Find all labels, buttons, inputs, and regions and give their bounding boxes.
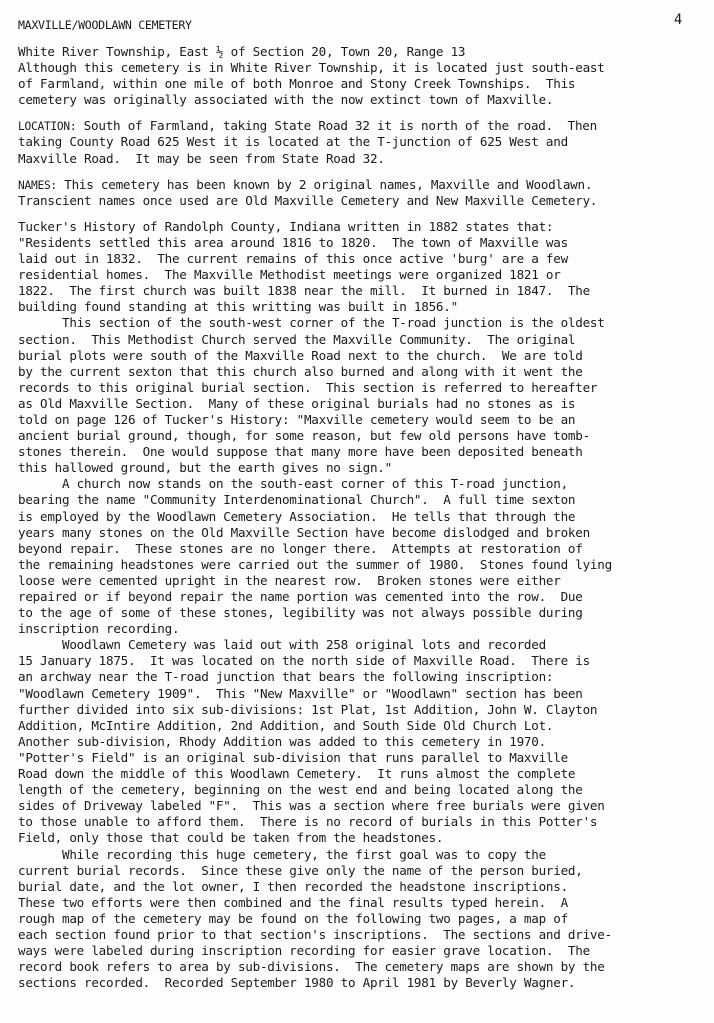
body-line: Field, only those that could be taken from the headstones. (18, 830, 444, 846)
intro-line: of Farmland, within one mile of both Monroe and Stony Creek Townships. This (18, 76, 576, 92)
intro-paragraph (18, 44, 708, 108)
body-line: told on page 126 of Tucker's History: "Maxville cemetery would seem to be an (18, 411, 576, 427)
body-line: beyond repair. These stones are no longer there. Attempts at restoration of (18, 540, 583, 556)
body-line: to those unable to afford them. There is no record of burials in this Potter's (18, 814, 598, 830)
body-line: While recording this huge cemetery, the first goal was to copy the (18, 846, 546, 862)
names-text: This cemetery has been known by 2 original names, Maxville and Woodlawn. (56, 176, 593, 192)
page-title: MAXVILLE/WOODLAWN CEMETERY (18, 18, 192, 32)
body-line: inscription recording. (18, 621, 180, 637)
body-line: Tucker's History of Randolph County, Indiana written in 1882 states that: (18, 218, 554, 234)
body-line: an archway near the T-road junction that bears the following inscription: (18, 669, 554, 685)
body-line: burial plots were south of the Maxville Road next to the church. We are told (18, 347, 583, 363)
body-line: sides of Driveway labeled "F". This was a section where free burials were given (18, 798, 605, 814)
body-line: years many stones on the Old Maxville Section have become dislodged and broken (18, 524, 590, 540)
body-line: section. This Methodist Church served the Maxville Community. The original (18, 331, 576, 347)
body-line: A church now stands on the south-east corner of this T-road junction, (18, 476, 568, 492)
body-line: this hallowed ground, but the earth gives no sign." (18, 460, 392, 476)
location-line: Maxville Road. It may be seen from State Road 32. (18, 150, 385, 166)
location-line (18, 118, 708, 134)
intro-line: Although this cemetery is in White River Township, it is located just south-east (18, 60, 605, 76)
body-line: current burial records. Since these give only the name of the person buried, (18, 862, 583, 878)
body-line: is employed by the Woodlawn Cemetery Association. He tells that through the (18, 508, 576, 524)
body-line: laid out in 1832. The current remains of this once active 'burg' are a few (18, 251, 568, 267)
body-line: sections recorded. Recorded September 1980 to April 1981 by Beverly Wagner. (18, 975, 576, 991)
body-line: Woodlawn Cemetery was laid out with 258 original lots and recorded (18, 637, 546, 653)
body-line: Road down the middle of this Woodlawn Cemetery. It runs almost the complete (18, 766, 576, 782)
body-line: Addition, McIntire Addition, 2nd Addition, and South Side Old Church Lot. (18, 717, 554, 733)
body-line: the remaining headstones were carried out the summer of 1980. Stones found lying (18, 556, 612, 572)
body-line: These two efforts were then combined and the final results typed herein. A (18, 894, 568, 910)
body-line: 1822. The first church was built 1838 near the mill. It burned in 1847. The (18, 283, 590, 299)
names-paragraph (18, 177, 708, 209)
body-line: "Potter's Field" is an original sub-division that runs parallel to Maxville (18, 749, 568, 765)
body-line: ancient burial ground, though, for some reason, but few old persons have tomb- (18, 428, 590, 444)
body-line: building found standing at this writting was built in 1856." (18, 299, 458, 315)
names-line (18, 177, 708, 193)
intro-line: White River Township, East ½ of Section 20, Town 20, Range 13 (18, 44, 466, 59)
location-text: South of Farmland, taking State Road 32 it is north of the road. Then (76, 118, 597, 134)
body-line: 15 January 1875. It was located on the north side of Maxville Road. There is (18, 653, 590, 669)
page-number: 4 (673, 12, 682, 28)
body-line: residential homes. The Maxville Methodist meetings were organized 1821 or (18, 267, 561, 283)
body-line: to the age of some of these stones, legibility was not always possible during (18, 605, 583, 621)
location-paragraph (18, 118, 708, 166)
body-line: records to this original burial section. This section is referred to hereafter (18, 379, 598, 395)
body-line: "Woodlawn Cemetery 1909". This "New Maxville" or "Woodlawn" section has been (18, 685, 583, 701)
body-line: ways were labeled during inscription recording for easier grave location. The (18, 943, 590, 959)
location-line: taking County Road 625 West it is located at the T-junction of 625 West and (18, 134, 568, 150)
body-line: as Old Maxville Section. Many of these original burials had no stones as is (18, 395, 576, 411)
body-line: record book refers to area by sub-divisions. The cemetery maps are shown by the (18, 959, 605, 975)
intro-line: cemetery was originally associated with the now extinct town of Maxville. (18, 92, 554, 108)
body-line: length of the cemetery, beginning on the west end and being located along the (18, 782, 583, 798)
body-line: "Residents settled this area around 1816 to 1820. The town of Maxville was (18, 234, 568, 250)
body-line: repaired or if beyond repair the name portion was cemented into the row. Due (18, 589, 583, 604)
body-line: each section found prior to that section's inscriptions. The sections and drive- (18, 926, 612, 942)
body-line: bearing the name "Community Interdenominational Church". A full time sexton (18, 492, 576, 508)
names-label: NAMES: (18, 178, 57, 192)
names-line: Transcient names once used are Old Maxville Cemetery and New Maxville Cemetery. (18, 192, 598, 208)
location-label: LOCATION: (18, 120, 77, 134)
document-body (18, 44, 708, 991)
body-line: further divided into six sub-divisions: 1st Plat, 1st Addition, John W. Clayton (18, 701, 598, 717)
body-line: burial date, and the lot owner, I then recorded the headstone inscriptions. (18, 878, 568, 894)
body-line: loose were cemented upright in the nearest row. Broken stones were either (18, 572, 561, 588)
body-line: by the current sexton that this church also burned and along with it went the (18, 363, 583, 379)
history-section (18, 219, 708, 992)
body-line: stones therein. One would suppose that many more have been deposited beneath (18, 444, 583, 460)
body-line: Another sub-division, Rhody Addition was added to this cemetery in 1970. (18, 733, 546, 749)
body-line: rough map of the cemetery may be found on the following two pages, a map of (18, 910, 568, 926)
body-line: This section of the south-west corner of the T-road junction is the oldest (18, 315, 605, 331)
